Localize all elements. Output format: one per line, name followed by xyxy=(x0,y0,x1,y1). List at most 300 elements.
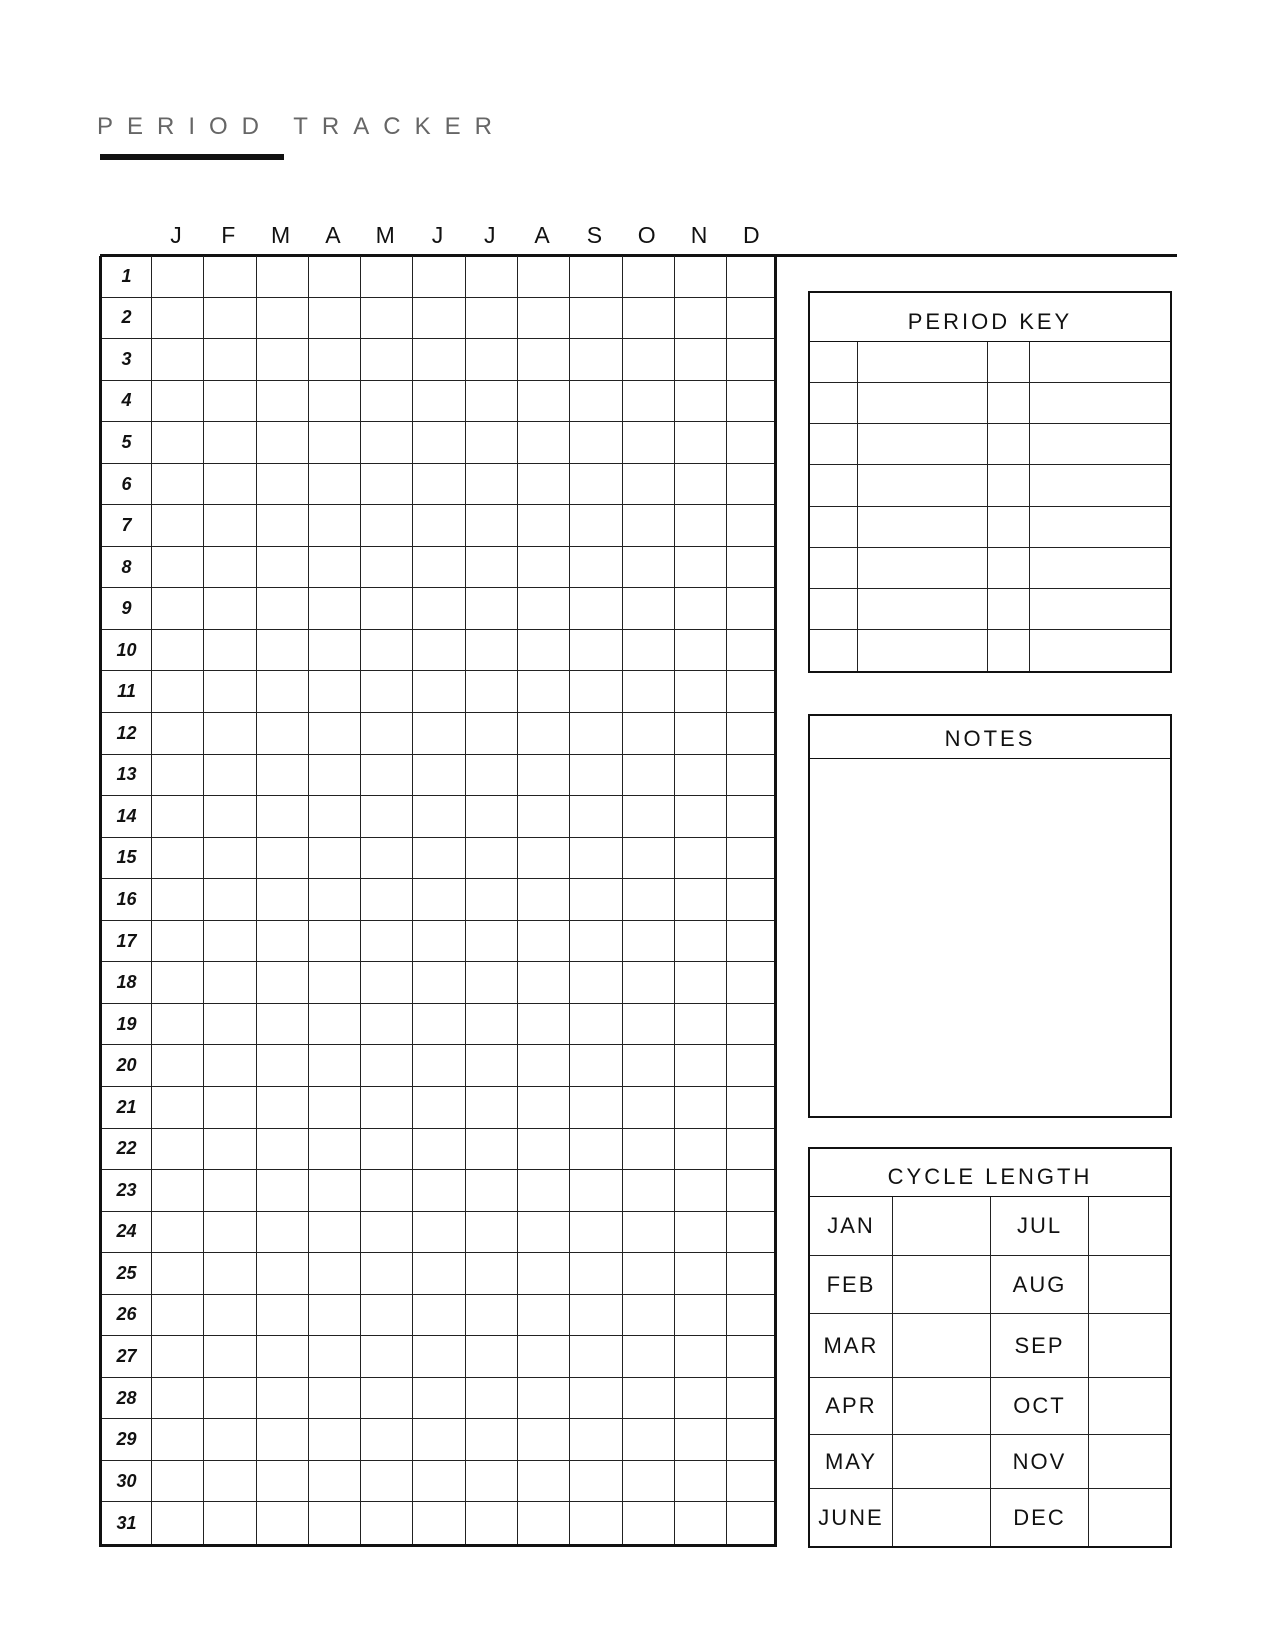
tracker-cell[interactable] xyxy=(570,838,622,879)
tracker-cell[interactable] xyxy=(727,1253,779,1294)
tracker-cell[interactable] xyxy=(414,1295,466,1336)
tracker-cell[interactable] xyxy=(414,962,466,1003)
tracker-cell[interactable] xyxy=(414,1004,466,1045)
tracker-cell[interactable] xyxy=(309,298,361,339)
tracker-cell[interactable] xyxy=(309,1419,361,1460)
cycle-length-field[interactable] xyxy=(893,1435,991,1488)
tracker-cell[interactable] xyxy=(623,1129,675,1170)
tracker-cell[interactable] xyxy=(152,879,204,920)
tracker-cell[interactable] xyxy=(570,879,622,920)
tracker-cell[interactable] xyxy=(361,962,413,1003)
tracker-cell[interactable] xyxy=(675,1087,727,1128)
tracker-cell[interactable] xyxy=(727,256,779,297)
cycle-length-field[interactable] xyxy=(893,1489,991,1546)
tracker-cell[interactable] xyxy=(152,1170,204,1211)
tracker-cell[interactable] xyxy=(204,1419,256,1460)
tracker-cell[interactable] xyxy=(361,588,413,629)
tracker-cell[interactable] xyxy=(152,547,204,588)
tracker-cell[interactable] xyxy=(466,339,518,380)
tracker-cell[interactable] xyxy=(466,879,518,920)
tracker-cell[interactable] xyxy=(623,1502,675,1544)
cycle-length-field[interactable] xyxy=(1089,1378,1170,1434)
tracker-cell[interactable] xyxy=(309,1253,361,1294)
tracker-cell[interactable] xyxy=(570,962,622,1003)
tracker-cell[interactable] xyxy=(152,1419,204,1460)
period-key-label-field[interactable] xyxy=(1030,342,1170,382)
tracker-cell[interactable] xyxy=(623,1419,675,1460)
tracker-cell[interactable] xyxy=(623,1336,675,1377)
period-key-swatch[interactable] xyxy=(988,383,1030,423)
tracker-cell[interactable] xyxy=(152,256,204,297)
tracker-cell[interactable] xyxy=(570,671,622,712)
tracker-cell[interactable] xyxy=(727,1129,779,1170)
tracker-cell[interactable] xyxy=(152,1295,204,1336)
tracker-cell[interactable] xyxy=(361,1419,413,1460)
tracker-cell[interactable] xyxy=(518,838,570,879)
tracker-cell[interactable] xyxy=(361,1502,413,1544)
tracker-cell[interactable] xyxy=(152,1253,204,1294)
tracker-cell[interactable] xyxy=(727,505,779,546)
tracker-cell[interactable] xyxy=(361,1336,413,1377)
tracker-cell[interactable] xyxy=(204,1502,256,1544)
period-key-label-field[interactable] xyxy=(858,548,988,588)
tracker-cell[interactable] xyxy=(309,1129,361,1170)
tracker-cell[interactable] xyxy=(518,1461,570,1502)
tracker-cell[interactable] xyxy=(152,464,204,505)
tracker-cell[interactable] xyxy=(518,1253,570,1294)
tracker-cell[interactable] xyxy=(466,796,518,837)
tracker-cell[interactable] xyxy=(152,838,204,879)
tracker-cell[interactable] xyxy=(257,1378,309,1419)
period-key-label-field[interactable] xyxy=(858,465,988,505)
tracker-cell[interactable] xyxy=(727,1502,779,1544)
tracker-cell[interactable] xyxy=(570,755,622,796)
tracker-cell[interactable] xyxy=(466,422,518,463)
tracker-cell[interactable] xyxy=(204,505,256,546)
period-key-swatch[interactable] xyxy=(810,630,858,671)
tracker-cell[interactable] xyxy=(675,422,727,463)
tracker-cell[interactable] xyxy=(623,505,675,546)
tracker-cell[interactable] xyxy=(675,838,727,879)
tracker-cell[interactable] xyxy=(466,713,518,754)
tracker-cell[interactable] xyxy=(152,1129,204,1170)
tracker-cell[interactable] xyxy=(466,256,518,297)
tracker-cell[interactable] xyxy=(623,755,675,796)
period-key-swatch[interactable] xyxy=(810,342,858,382)
tracker-cell[interactable] xyxy=(257,755,309,796)
tracker-cell[interactable] xyxy=(466,1087,518,1128)
tracker-cell[interactable] xyxy=(675,381,727,422)
tracker-cell[interactable] xyxy=(204,796,256,837)
tracker-cell[interactable] xyxy=(623,1212,675,1253)
tracker-cell[interactable] xyxy=(361,298,413,339)
tracker-cell[interactable] xyxy=(675,256,727,297)
tracker-cell[interactable] xyxy=(309,381,361,422)
tracker-cell[interactable] xyxy=(623,1461,675,1502)
tracker-cell[interactable] xyxy=(204,464,256,505)
period-key-label-field[interactable] xyxy=(1030,589,1170,629)
tracker-cell[interactable] xyxy=(309,1045,361,1086)
tracker-cell[interactable] xyxy=(675,713,727,754)
tracker-cell[interactable] xyxy=(414,838,466,879)
tracker-cell[interactable] xyxy=(570,256,622,297)
tracker-cell[interactable] xyxy=(257,1004,309,1045)
tracker-cell[interactable] xyxy=(570,547,622,588)
tracker-cell[interactable] xyxy=(204,879,256,920)
tracker-cell[interactable] xyxy=(570,339,622,380)
tracker-cell[interactable] xyxy=(727,713,779,754)
tracker-cell[interactable] xyxy=(675,630,727,671)
period-key-swatch[interactable] xyxy=(810,424,858,464)
tracker-cell[interactable] xyxy=(257,838,309,879)
tracker-cell[interactable] xyxy=(518,505,570,546)
tracker-cell[interactable] xyxy=(361,1461,413,1502)
tracker-cell[interactable] xyxy=(466,1004,518,1045)
tracker-cell[interactable] xyxy=(414,381,466,422)
tracker-cell[interactable] xyxy=(518,1129,570,1170)
tracker-cell[interactable] xyxy=(204,630,256,671)
tracker-cell[interactable] xyxy=(257,1336,309,1377)
period-key-label-field[interactable] xyxy=(858,424,988,464)
tracker-cell[interactable] xyxy=(466,1170,518,1211)
tracker-cell[interactable] xyxy=(623,630,675,671)
tracker-cell[interactable] xyxy=(675,1253,727,1294)
tracker-cell[interactable] xyxy=(204,1253,256,1294)
tracker-cell[interactable] xyxy=(361,1212,413,1253)
tracker-cell[interactable] xyxy=(257,796,309,837)
tracker-cell[interactable] xyxy=(361,1170,413,1211)
period-key-label-field[interactable] xyxy=(1030,424,1170,464)
tracker-cell[interactable] xyxy=(466,1502,518,1544)
tracker-cell[interactable] xyxy=(257,962,309,1003)
tracker-cell[interactable] xyxy=(727,588,779,629)
tracker-cell[interactable] xyxy=(257,1170,309,1211)
tracker-cell[interactable] xyxy=(675,547,727,588)
tracker-cell[interactable] xyxy=(466,1461,518,1502)
tracker-cell[interactable] xyxy=(309,1461,361,1502)
tracker-cell[interactable] xyxy=(675,339,727,380)
tracker-cell[interactable] xyxy=(257,339,309,380)
tracker-cell[interactable] xyxy=(204,339,256,380)
tracker-cell[interactable] xyxy=(257,1129,309,1170)
tracker-cell[interactable] xyxy=(204,298,256,339)
tracker-cell[interactable] xyxy=(727,1087,779,1128)
period-key-label-field[interactable] xyxy=(1030,548,1170,588)
tracker-cell[interactable] xyxy=(727,879,779,920)
tracker-cell[interactable] xyxy=(727,921,779,962)
tracker-cell[interactable] xyxy=(570,1461,622,1502)
tracker-cell[interactable] xyxy=(675,796,727,837)
tracker-cell[interactable] xyxy=(361,713,413,754)
tracker-cell[interactable] xyxy=(361,1378,413,1419)
tracker-cell[interactable] xyxy=(257,298,309,339)
tracker-cell[interactable] xyxy=(204,588,256,629)
tracker-cell[interactable] xyxy=(466,1419,518,1460)
tracker-cell[interactable] xyxy=(466,588,518,629)
tracker-cell[interactable] xyxy=(570,1253,622,1294)
tracker-cell[interactable] xyxy=(204,1212,256,1253)
tracker-cell[interactable] xyxy=(414,1212,466,1253)
tracker-cell[interactable] xyxy=(204,1378,256,1419)
tracker-cell[interactable] xyxy=(152,713,204,754)
tracker-cell[interactable] xyxy=(361,796,413,837)
tracker-cell[interactable] xyxy=(727,547,779,588)
tracker-cell[interactable] xyxy=(309,713,361,754)
tracker-cell[interactable] xyxy=(570,1419,622,1460)
cycle-length-field[interactable] xyxy=(1089,1197,1170,1255)
tracker-cell[interactable] xyxy=(623,671,675,712)
period-key-swatch[interactable] xyxy=(988,507,1030,547)
tracker-cell[interactable] xyxy=(466,505,518,546)
tracker-cell[interactable] xyxy=(727,1461,779,1502)
tracker-cell[interactable] xyxy=(675,588,727,629)
tracker-cell[interactable] xyxy=(727,464,779,505)
tracker-cell[interactable] xyxy=(675,671,727,712)
tracker-cell[interactable] xyxy=(570,630,622,671)
tracker-cell[interactable] xyxy=(414,1170,466,1211)
cycle-length-field[interactable] xyxy=(893,1256,991,1313)
tracker-cell[interactable] xyxy=(152,1212,204,1253)
tracker-cell[interactable] xyxy=(361,505,413,546)
tracker-cell[interactable] xyxy=(518,298,570,339)
tracker-cell[interactable] xyxy=(466,630,518,671)
tracker-cell[interactable] xyxy=(309,630,361,671)
tracker-cell[interactable] xyxy=(257,1087,309,1128)
tracker-cell[interactable] xyxy=(204,1087,256,1128)
tracker-cell[interactable] xyxy=(727,1295,779,1336)
tracker-cell[interactable] xyxy=(518,671,570,712)
tracker-cell[interactable] xyxy=(414,1461,466,1502)
tracker-cell[interactable] xyxy=(309,422,361,463)
tracker-cell[interactable] xyxy=(152,1502,204,1544)
tracker-cell[interactable] xyxy=(204,547,256,588)
tracker-cell[interactable] xyxy=(518,796,570,837)
period-key-swatch[interactable] xyxy=(988,589,1030,629)
tracker-cell[interactable] xyxy=(675,505,727,546)
tracker-cell[interactable] xyxy=(257,588,309,629)
tracker-cell[interactable] xyxy=(623,921,675,962)
tracker-cell[interactable] xyxy=(204,1336,256,1377)
tracker-cell[interactable] xyxy=(414,755,466,796)
tracker-cell[interactable] xyxy=(466,671,518,712)
cycle-length-field[interactable] xyxy=(893,1378,991,1434)
tracker-cell[interactable] xyxy=(675,1170,727,1211)
tracker-cell[interactable] xyxy=(309,1087,361,1128)
tracker-cell[interactable] xyxy=(414,1045,466,1086)
period-key-label-field[interactable] xyxy=(1030,465,1170,505)
tracker-cell[interactable] xyxy=(518,381,570,422)
tracker-cell[interactable] xyxy=(727,381,779,422)
cycle-length-field[interactable] xyxy=(893,1197,991,1255)
tracker-cell[interactable] xyxy=(152,1045,204,1086)
tracker-cell[interactable] xyxy=(727,796,779,837)
tracker-cell[interactable] xyxy=(152,298,204,339)
tracker-cell[interactable] xyxy=(518,921,570,962)
tracker-cell[interactable] xyxy=(361,879,413,920)
tracker-cell[interactable] xyxy=(152,588,204,629)
tracker-cell[interactable] xyxy=(570,1378,622,1419)
tracker-cell[interactable] xyxy=(257,879,309,920)
tracker-cell[interactable] xyxy=(309,1502,361,1544)
tracker-cell[interactable] xyxy=(204,671,256,712)
tracker-cell[interactable] xyxy=(309,1212,361,1253)
tracker-cell[interactable] xyxy=(257,1253,309,1294)
period-key-swatch[interactable] xyxy=(810,507,858,547)
tracker-cell[interactable] xyxy=(675,464,727,505)
tracker-cell[interactable] xyxy=(257,1461,309,1502)
tracker-cell[interactable] xyxy=(361,381,413,422)
tracker-cell[interactable] xyxy=(414,1129,466,1170)
tracker-cell[interactable] xyxy=(570,422,622,463)
tracker-cell[interactable] xyxy=(466,1129,518,1170)
tracker-cell[interactable] xyxy=(518,256,570,297)
tracker-cell[interactable] xyxy=(570,1129,622,1170)
period-key-label-field[interactable] xyxy=(1030,383,1170,423)
tracker-cell[interactable] xyxy=(466,464,518,505)
tracker-cell[interactable] xyxy=(257,1419,309,1460)
tracker-cell[interactable] xyxy=(675,921,727,962)
period-key-swatch[interactable] xyxy=(988,630,1030,671)
tracker-cell[interactable] xyxy=(309,1336,361,1377)
period-key-swatch[interactable] xyxy=(988,548,1030,588)
tracker-cell[interactable] xyxy=(257,1212,309,1253)
tracker-cell[interactable] xyxy=(204,1129,256,1170)
tracker-cell[interactable] xyxy=(309,256,361,297)
tracker-cell[interactable] xyxy=(257,1502,309,1544)
tracker-cell[interactable] xyxy=(570,464,622,505)
tracker-cell[interactable] xyxy=(414,796,466,837)
tracker-cell[interactable] xyxy=(623,381,675,422)
tracker-cell[interactable] xyxy=(414,339,466,380)
tracker-cell[interactable] xyxy=(414,464,466,505)
tracker-cell[interactable] xyxy=(623,339,675,380)
tracker-cell[interactable] xyxy=(518,879,570,920)
period-key-swatch[interactable] xyxy=(988,342,1030,382)
tracker-cell[interactable] xyxy=(518,962,570,1003)
tracker-cell[interactable] xyxy=(361,547,413,588)
tracker-cell[interactable] xyxy=(675,1129,727,1170)
tracker-cell[interactable] xyxy=(518,1087,570,1128)
tracker-cell[interactable] xyxy=(570,298,622,339)
tracker-cell[interactable] xyxy=(361,671,413,712)
tracker-cell[interactable] xyxy=(675,1004,727,1045)
tracker-cell[interactable] xyxy=(675,1336,727,1377)
tracker-cell[interactable] xyxy=(414,630,466,671)
cycle-length-field[interactable] xyxy=(1089,1435,1170,1488)
tracker-cell[interactable] xyxy=(414,298,466,339)
tracker-cell[interactable] xyxy=(466,838,518,879)
tracker-cell[interactable] xyxy=(204,1461,256,1502)
tracker-cell[interactable] xyxy=(309,1004,361,1045)
tracker-cell[interactable] xyxy=(257,464,309,505)
tracker-cell[interactable] xyxy=(727,1045,779,1086)
tracker-cell[interactable] xyxy=(518,1419,570,1460)
tracker-cell[interactable] xyxy=(361,422,413,463)
tracker-cell[interactable] xyxy=(518,422,570,463)
tracker-cell[interactable] xyxy=(361,1295,413,1336)
tracker-cell[interactable] xyxy=(466,1212,518,1253)
tracker-cell[interactable] xyxy=(361,256,413,297)
tracker-cell[interactable] xyxy=(675,962,727,1003)
period-key-swatch[interactable] xyxy=(810,383,858,423)
tracker-cell[interactable] xyxy=(309,1170,361,1211)
tracker-cell[interactable] xyxy=(623,298,675,339)
tracker-cell[interactable] xyxy=(414,422,466,463)
tracker-cell[interactable] xyxy=(257,921,309,962)
tracker-cell[interactable] xyxy=(675,1419,727,1460)
tracker-cell[interactable] xyxy=(727,1336,779,1377)
period-key-label-field[interactable] xyxy=(858,630,988,671)
tracker-cell[interactable] xyxy=(518,1170,570,1211)
tracker-cell[interactable] xyxy=(623,838,675,879)
tracker-cell[interactable] xyxy=(570,1295,622,1336)
tracker-cell[interactable] xyxy=(204,1295,256,1336)
tracker-cell[interactable] xyxy=(570,505,622,546)
tracker-cell[interactable] xyxy=(414,1087,466,1128)
period-key-swatch[interactable] xyxy=(988,424,1030,464)
tracker-cell[interactable] xyxy=(570,921,622,962)
tracker-cell[interactable] xyxy=(204,381,256,422)
tracker-cell[interactable] xyxy=(152,339,204,380)
tracker-cell[interactable] xyxy=(518,339,570,380)
tracker-cell[interactable] xyxy=(204,755,256,796)
tracker-cell[interactable] xyxy=(727,962,779,1003)
tracker-cell[interactable] xyxy=(414,1378,466,1419)
tracker-cell[interactable] xyxy=(204,921,256,962)
tracker-cell[interactable] xyxy=(623,256,675,297)
tracker-cell[interactable] xyxy=(466,381,518,422)
tracker-cell[interactable] xyxy=(623,1378,675,1419)
tracker-cell[interactable] xyxy=(675,1212,727,1253)
tracker-cell[interactable] xyxy=(727,671,779,712)
tracker-cell[interactable] xyxy=(257,422,309,463)
tracker-cell[interactable] xyxy=(152,422,204,463)
tracker-cell[interactable] xyxy=(570,1004,622,1045)
tracker-cell[interactable] xyxy=(623,879,675,920)
tracker-cell[interactable] xyxy=(361,921,413,962)
tracker-cell[interactable] xyxy=(361,1253,413,1294)
cycle-length-field[interactable] xyxy=(1089,1489,1170,1546)
tracker-cell[interactable] xyxy=(309,879,361,920)
tracker-cell[interactable] xyxy=(727,755,779,796)
tracker-cell[interactable] xyxy=(204,962,256,1003)
tracker-cell[interactable] xyxy=(204,1004,256,1045)
tracker-cell[interactable] xyxy=(570,1170,622,1211)
tracker-cell[interactable] xyxy=(414,588,466,629)
tracker-cell[interactable] xyxy=(518,713,570,754)
tracker-cell[interactable] xyxy=(361,1129,413,1170)
tracker-cell[interactable] xyxy=(204,713,256,754)
tracker-cell[interactable] xyxy=(309,755,361,796)
tracker-cell[interactable] xyxy=(518,1045,570,1086)
tracker-cell[interactable] xyxy=(570,1045,622,1086)
tracker-cell[interactable] xyxy=(675,1295,727,1336)
tracker-cell[interactable] xyxy=(414,921,466,962)
tracker-cell[interactable] xyxy=(152,671,204,712)
tracker-cell[interactable] xyxy=(361,838,413,879)
tracker-cell[interactable] xyxy=(727,1212,779,1253)
period-key-label-field[interactable] xyxy=(858,342,988,382)
tracker-cell[interactable] xyxy=(466,1378,518,1419)
tracker-cell[interactable] xyxy=(414,1253,466,1294)
tracker-cell[interactable] xyxy=(466,1295,518,1336)
tracker-cell[interactable] xyxy=(414,1502,466,1544)
tracker-cell[interactable] xyxy=(570,1502,622,1544)
tracker-cell[interactable] xyxy=(623,713,675,754)
tracker-cell[interactable] xyxy=(361,755,413,796)
period-key-swatch[interactable] xyxy=(988,465,1030,505)
tracker-cell[interactable] xyxy=(257,1045,309,1086)
